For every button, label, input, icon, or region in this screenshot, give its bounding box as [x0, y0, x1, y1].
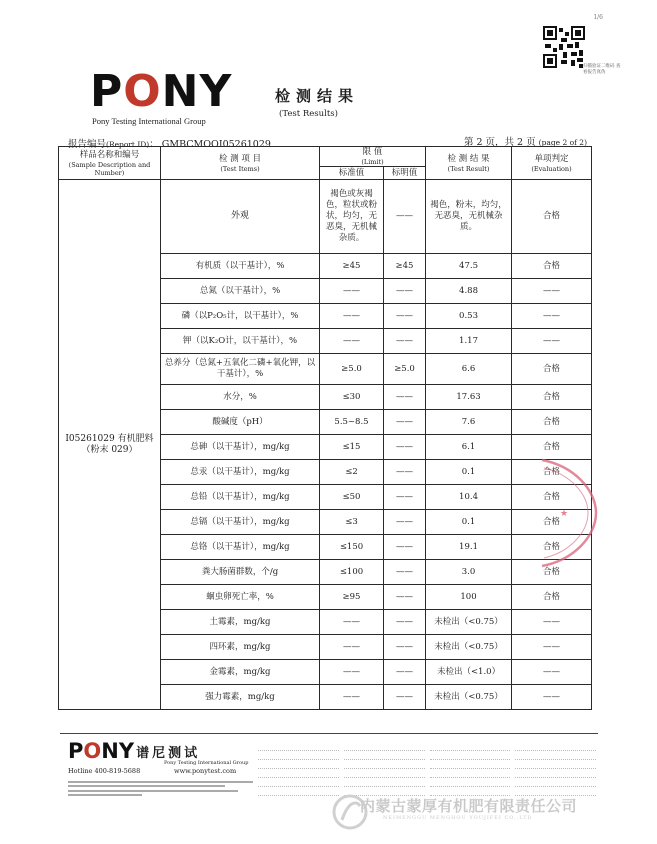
cell-label: —— — [384, 385, 426, 410]
company-watermark-en: NEIMENGGU MENGHOU YOUJIFEI CO.,LTD — [383, 815, 533, 821]
cell-label: —— — [384, 329, 426, 354]
cell-eval: —— — [512, 279, 592, 304]
cell-result: 0.1 — [426, 510, 512, 535]
cell-item: 总汞（以干基计），mg/kg — [161, 460, 320, 485]
page-number-top: 1/6 — [593, 14, 603, 21]
svg-text:★: ★ — [560, 509, 569, 519]
footer-logo — [68, 739, 249, 766]
page-title — [275, 85, 359, 119]
cell-std: ≥45 — [320, 254, 384, 279]
cell-label: —— — [384, 460, 426, 485]
header-sample: 样品名称和编号 (Sample Description and Number) — [59, 147, 161, 180]
cell-std: ≤3 — [320, 510, 384, 535]
cell-std: ≤15 — [320, 435, 384, 460]
cell-item: 总铬（以干基计），mg/kg — [161, 535, 320, 560]
header-test-result: 检 测 结 果 (Test Result) — [426, 147, 512, 180]
cell-eval: —— — [512, 329, 592, 354]
cell-std: —— — [320, 279, 384, 304]
cell-item: 强力霉素，mg/kg — [161, 685, 320, 710]
cell-label: —— — [384, 510, 426, 535]
cell-eval: 合格 — [512, 485, 592, 510]
cell-label: —— — [384, 410, 426, 435]
cell-label: —— — [384, 304, 426, 329]
cell-result: 未检出（<0.75） — [426, 685, 512, 710]
table-row — [59, 180, 592, 254]
cell-eval: 合格 — [512, 560, 592, 585]
cell-item: 总氮（以干基计），% — [161, 279, 320, 304]
website-link[interactable]: www.ponytest.com — [174, 767, 237, 775]
cell-result: 7.6 — [426, 410, 512, 435]
cell-item: 土霉素，mg/kg — [161, 610, 320, 635]
cell-item: 四环素，mg/kg — [161, 635, 320, 660]
cell-eval: —— — [512, 635, 592, 660]
cell-item: 金霉素，mg/kg — [161, 660, 320, 685]
cell-label: —— — [384, 685, 426, 710]
cell-eval: 合格 — [512, 354, 592, 385]
cell-std: —— — [320, 610, 384, 635]
cell-item: 总砷（以干基计），mg/kg — [161, 435, 320, 460]
company-watermark: 内蒙古蒙厚有机肥有限责任公司 — [360, 797, 578, 815]
page-info-cn: 第 2 页，共 2 页 — [463, 137, 536, 148]
cell-label: —— — [384, 535, 426, 560]
cell-result: 未检出（<0.75） — [426, 610, 512, 635]
qr-caption: 扫描验证二维码 查看报告真伪 — [583, 64, 621, 75]
header-labeled-value: 标明值 — [384, 167, 426, 180]
cell-std: —— — [320, 304, 384, 329]
cell-eval: 合格 — [512, 585, 592, 610]
results-table — [58, 146, 592, 710]
cell-std: —— — [320, 635, 384, 660]
cell-std: ≤50 — [320, 485, 384, 510]
report-id: 报告编号(Report ID)： GMBCMOOI05261029 — [68, 139, 271, 150]
cell-label: —— — [384, 435, 426, 460]
header-limit: 限 值 (Limit) — [320, 147, 426, 167]
cell-std: —— — [320, 660, 384, 685]
cell-std: —— — [320, 685, 384, 710]
cell-eval: 合格 — [512, 385, 592, 410]
cell-result: 1.17 — [426, 329, 512, 354]
brand-subtitle: Pony Testing International Group — [92, 116, 206, 126]
cell-item: 酸碱度（pH） — [161, 410, 320, 435]
cell-item: 蛔虫卵死亡率，% — [161, 585, 320, 610]
cell-label: ≥45 — [384, 254, 426, 279]
cell-item: 总养分（总氮+五氧化二磷+氧化钾，以干基计），% — [161, 354, 320, 385]
cell-item: 钾（以K₂O计，以干基计），% — [161, 329, 320, 354]
cell-result: 4.88 — [426, 279, 512, 304]
cell-result: 褐色，粉末，均匀，无恶臭，无机械杂质。 — [426, 180, 512, 254]
report-id-label-cn: 报告编号 — [68, 139, 107, 150]
qr-code-icon — [543, 26, 585, 68]
cell-std: 褐色或灰褐色，粒状或粉状，均匀，无恶臭，无机械杂质。 — [320, 180, 384, 254]
cell-result: 6.1 — [426, 435, 512, 460]
cell-result: 17.63 — [426, 385, 512, 410]
cell-item: 总镉（以干基计），mg/kg — [161, 510, 320, 535]
footer-brand-en: Pony Testing International Group — [164, 760, 249, 766]
title-cn: 检测结果 — [275, 87, 360, 105]
cell-eval: 合格 — [512, 254, 592, 279]
cell-label: —— — [384, 279, 426, 304]
header-standard-value: 标准值 — [320, 167, 384, 180]
cell-label: —— — [384, 180, 426, 254]
cell-label: —— — [384, 485, 426, 510]
cell-eval: —— — [512, 304, 592, 329]
footer-brand: PONY — [68, 739, 135, 763]
title-en: (Test Results) — [279, 109, 338, 119]
footer-divider — [60, 733, 598, 734]
header-evaluation: 单项判定 (Evaluation) — [512, 147, 592, 180]
cell-result: 未检出（<1.0） — [426, 660, 512, 685]
footer-fine-print — [68, 778, 253, 799]
pony-logo — [90, 66, 233, 126]
cell-label: —— — [384, 610, 426, 635]
brand-wordmark: PONY — [90, 66, 233, 117]
cell-item: 有机质（以干基计），% — [161, 254, 320, 279]
cell-label: —— — [384, 635, 426, 660]
report-id-value: GMBCMOOI05261029 — [161, 139, 271, 150]
cell-label: —— — [384, 560, 426, 585]
cell-eval: —— — [512, 685, 592, 710]
cell-result: 3.0 — [426, 560, 512, 585]
cell-eval: 合格 — [512, 435, 592, 460]
cell-eval: 合格 — [512, 535, 592, 560]
cell-result: 0.53 — [426, 304, 512, 329]
footer-office-list — [258, 743, 596, 797]
report-id-label-en: (Report ID) — [106, 140, 150, 149]
cell-eval: 合格 — [512, 180, 592, 254]
cell-std: ≤30 — [320, 385, 384, 410]
cell-label: ≥5.0 — [384, 354, 426, 385]
page-info-en: (page 2 of 2) — [538, 138, 587, 147]
cell-std: ≥95 — [320, 585, 384, 610]
cell-result: 10.4 — [426, 485, 512, 510]
cell-std: —— — [320, 329, 384, 354]
cell-result: 19.1 — [426, 535, 512, 560]
cell-item: 总铅（以干基计），mg/kg — [161, 485, 320, 510]
cell-std: ≤150 — [320, 535, 384, 560]
cell-item: 外观 — [161, 180, 320, 254]
cell-item: 粪大肠菌群数，个/g — [161, 560, 320, 585]
cell-eval: —— — [512, 660, 592, 685]
cell-eval: 合格 — [512, 510, 592, 535]
cell-label: —— — [384, 660, 426, 685]
cell-eval: 合格 — [512, 410, 592, 435]
header-test-items: 检 测 项 目 (Test Items) — [161, 147, 320, 180]
cell-result: 6.6 — [426, 354, 512, 385]
cell-item: 磷（以P₂O₅计，以干基计），% — [161, 304, 320, 329]
cell-eval: —— — [512, 610, 592, 635]
cell-result: 100 — [426, 585, 512, 610]
cell-eval: 合格 — [512, 460, 592, 485]
cell-result: 未检出（<0.75） — [426, 635, 512, 660]
cell-std: ≥5.0 — [320, 354, 384, 385]
cell-std: ≤100 — [320, 560, 384, 585]
cell-std: ≤2 — [320, 460, 384, 485]
hotline: Hotline 400-819-5688 — [68, 767, 141, 775]
sample-cell: I05261029 有机肥料（粉末 029） — [59, 180, 161, 710]
footer-brand-cn: 谱尼测试 — [136, 745, 201, 761]
cell-std: 5.5~8.5 — [320, 410, 384, 435]
cell-result: 47.5 — [426, 254, 512, 279]
cell-label: —— — [384, 585, 426, 610]
cell-item: 水分，% — [161, 385, 320, 410]
cell-result: 0.1 — [426, 460, 512, 485]
